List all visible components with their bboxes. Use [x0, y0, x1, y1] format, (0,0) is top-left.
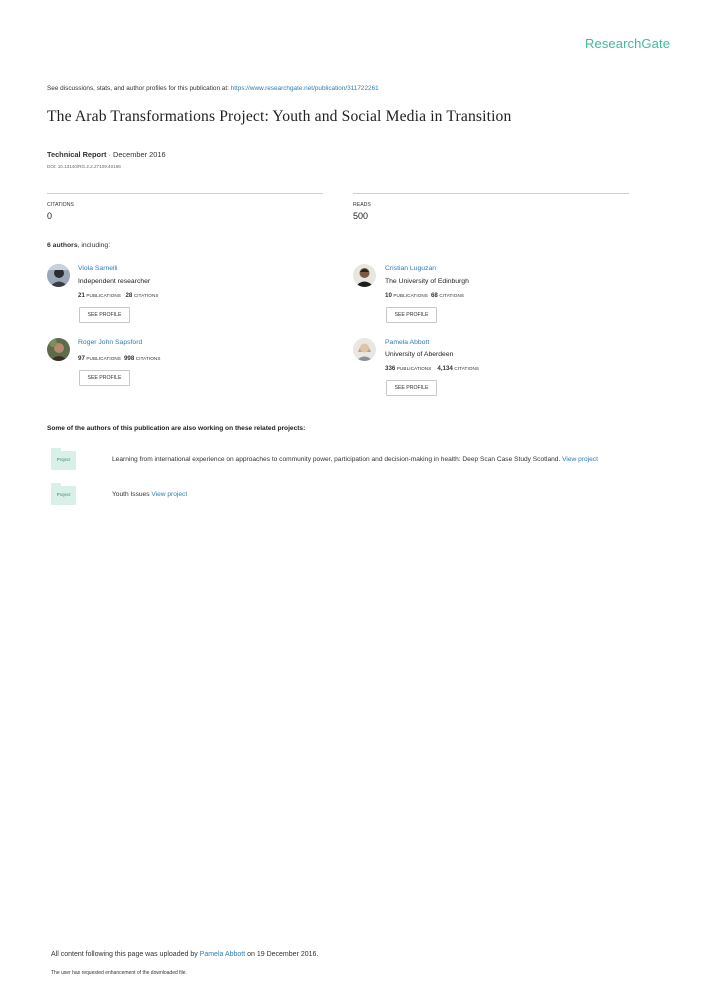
see-profile-button[interactable]: SEE PROFILE [386, 307, 437, 323]
publications-count: 10 [385, 292, 392, 299]
intro-line [47, 85, 379, 92]
author-affiliation: Independent researcher [78, 278, 151, 285]
authors-count: 6 authors [47, 242, 78, 249]
publications-count: 97 [78, 355, 85, 362]
upload-prefix: All content following this page was uploaded by [51, 951, 200, 958]
authors-heading [47, 242, 110, 249]
avatar[interactable] [47, 338, 70, 361]
citations-count: 4,134 [437, 365, 453, 372]
enhancement-note: The user has requested enhancement of the downloaded file. [51, 970, 187, 976]
author-name[interactable]: Roger John Sapsford [78, 339, 143, 346]
project-title: Youth Issues [112, 491, 152, 498]
project-folder-icon[interactable] [51, 486, 76, 505]
view-project-link[interactable]: View project [562, 456, 598, 463]
project-icon-label: Project [56, 492, 71, 497]
report-type-line [47, 150, 166, 159]
divider [353, 193, 629, 194]
avatar[interactable] [353, 338, 376, 361]
avatar[interactable] [353, 264, 376, 287]
reads-value: 500 [353, 211, 369, 221]
author-name[interactable]: Pamela Abbott [385, 339, 430, 346]
citations-count: 68 [430, 292, 438, 299]
reads-label: READS [353, 202, 371, 208]
authors-suffix: , including: [77, 242, 111, 249]
publications-label: PUBLICATIONS [86, 293, 121, 298]
upload-note [51, 951, 318, 958]
publication-title: The Arab Transformations Project: Youth and Social Media in Transition [47, 108, 512, 125]
project-item [112, 456, 598, 463]
intro-text: See discussions, stats, and author profiles for this publication at: [47, 85, 231, 92]
publications-label: PUBLICATIONS [393, 293, 428, 298]
avatar[interactable] [47, 264, 70, 287]
report-date: · December 2016 [106, 150, 166, 159]
author-name[interactable]: Viola Sarnelli [78, 265, 118, 272]
project-icon-label: Project [56, 457, 71, 462]
related-projects-heading: Some of the authors of this publication are also working on these related projects: [47, 425, 306, 432]
publication-url-link[interactable]: https://www.researchgate.net/publication/311722261 [230, 85, 379, 92]
project-title: Learning from international experience on approaches to community power, participation and decision-making in health: Deep Scan Case Study Scotland. [112, 456, 563, 463]
author-stats [385, 292, 464, 299]
author-affiliation: University of Aberdeen [385, 351, 454, 358]
doi: DOI: 10.13140/RG.2.2.27109.40166 [47, 164, 121, 169]
author-name[interactable]: Cristian Luguzan [385, 265, 437, 272]
project-item [112, 491, 187, 498]
author-stats [385, 365, 479, 372]
citations-label: CITATIONS [133, 293, 159, 298]
citations-label: CITATIONS [439, 293, 465, 298]
citations-label: CITATIONS [135, 356, 161, 361]
upload-suffix: on 19 December 2016. [245, 951, 319, 958]
citations-count: 28 [125, 292, 133, 299]
citations-label: CITATIONS [454, 366, 480, 371]
see-profile-button[interactable]: SEE PROFILE [79, 307, 130, 323]
view-project-link[interactable]: View project [151, 491, 188, 498]
report-type: Technical Report [47, 150, 107, 159]
citations-label: CITATIONS [47, 202, 74, 208]
see-profile-button[interactable]: SEE PROFILE [386, 380, 437, 396]
author-affiliation: The University of Edinburgh [385, 278, 469, 285]
see-profile-button[interactable]: SEE PROFILE [79, 370, 130, 386]
publications-count: 336 [385, 365, 396, 372]
publications-label: PUBLICATIONS [396, 366, 432, 371]
citations-value: 0 [47, 211, 53, 221]
citations-count: 998 [123, 355, 135, 362]
author-stats [78, 355, 161, 362]
researchgate-logo[interactable]: ResearchGate [585, 36, 671, 51]
project-folder-icon[interactable] [51, 451, 76, 470]
publications-label: PUBLICATIONS [86, 356, 121, 361]
uploader-link[interactable]: Pamela Abbott [199, 951, 246, 958]
divider [47, 193, 323, 194]
author-stats [78, 292, 159, 299]
publications-count: 21 [78, 292, 85, 299]
